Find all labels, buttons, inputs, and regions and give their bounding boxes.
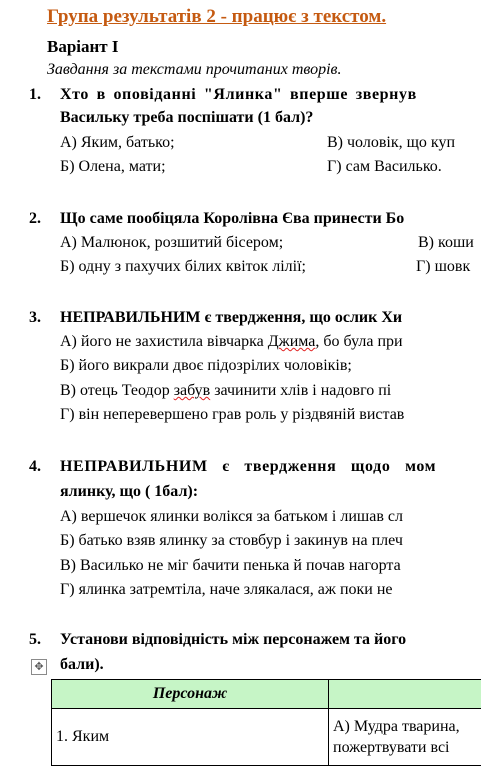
table-header-row xyxy=(52,680,481,709)
question-text: НЕПРАВИЛЬНИМ є твердження, що ослик Хи xyxy=(60,309,403,326)
table-row xyxy=(52,709,481,766)
table-header-description xyxy=(329,680,481,709)
answer-option: В) отець Теодор забув зачинити хлів і надовго пі xyxy=(60,382,392,399)
answer-option: А) Яким, батько; xyxy=(60,134,175,151)
question-number: 4. xyxy=(29,458,41,475)
variant-label: Варіант І xyxy=(47,37,119,56)
question-text: Установи відповідність між персонажем та його xyxy=(60,631,407,648)
question-number: 3. xyxy=(29,309,41,326)
answer-option: А) вершечок ялинки волікся за батьком і лишав сл xyxy=(60,508,403,525)
spellcheck-word: Джима xyxy=(267,333,316,350)
question-number: 2. xyxy=(29,210,41,227)
answer-option: Г) він неперевершено грав роль у різдвяній вистав xyxy=(60,406,405,423)
answer-option: А) Малюнок, розшитий бісером; xyxy=(60,234,284,251)
table-cell-description xyxy=(329,709,481,766)
answer-option: Г) сам Василько. xyxy=(327,158,442,175)
answer-option: Б) Олена, мати; xyxy=(60,158,166,175)
question-text: ялинку, що ( 1бал): xyxy=(60,483,199,500)
question-text: НЕПРАВИЛЬНИМ є твердження щодо мом xyxy=(60,458,437,475)
table-cell-character: 1. Яким xyxy=(52,709,329,766)
answer-option: Б) батько взяв ялинку за стовбур і закинув на плеч xyxy=(60,532,403,549)
question-number: 5. xyxy=(29,631,41,648)
description-line: А) Мудра тварина, xyxy=(333,718,460,735)
matching-table xyxy=(51,679,481,766)
question-text: Хто в оповіданні "Ялинка" вперше звернув xyxy=(60,86,417,103)
table-header-character: Персонаж xyxy=(52,680,329,709)
answer-option: Б) його викрали двоє підозрілих чоловіків; xyxy=(60,357,352,374)
intro-text: Завдання за текстами прочитаних творів. xyxy=(47,61,342,78)
answer-option: Г) ялинка затремтіла, наче злякалася, аж поки не xyxy=(60,581,393,598)
question-text: бали). xyxy=(60,656,104,673)
page-title: Група результатів 2 - працює з текстом. xyxy=(47,6,387,27)
answer-option: В) Василько не міг бачити пенька й почав нагорта xyxy=(60,557,401,574)
question-text: Що саме пообіцяла Королівна Єва принести Бо xyxy=(60,210,405,227)
description-line: пожертвувати всі xyxy=(333,739,450,756)
move-handle-icon[interactable]: ✥ xyxy=(31,659,47,675)
question-number: 1. xyxy=(29,86,41,103)
spellcheck-word: забув xyxy=(173,382,211,399)
answer-option: Г) шовк xyxy=(416,258,471,275)
question-text: Васильку треба поспішати (1 бал)? xyxy=(60,109,314,126)
answer-option: Б) одну з пахучих білих квіток лілії; xyxy=(60,258,306,275)
answer-option: В) коши xyxy=(418,234,474,251)
answer-option: А) його не захистила вівчарка Джима, бо була при xyxy=(60,333,403,350)
answer-option: В) чоловік, що куп xyxy=(327,134,456,151)
